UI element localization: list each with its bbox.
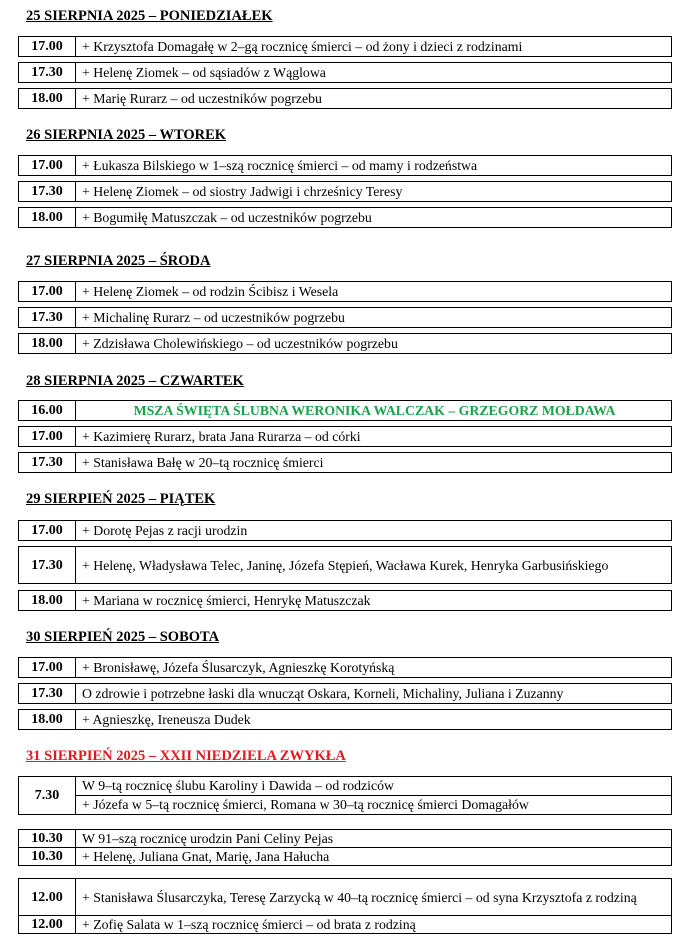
mass-time: 17.30	[19, 547, 76, 584]
mass-time: 10.30	[19, 830, 76, 848]
mass-table-thu	[18, 426, 672, 447]
mass-time: 18.00	[19, 334, 76, 354]
mass-intention: + Mariana w rocznicę śmierci, Henrykę Matuszczak	[76, 591, 672, 611]
mass-time: 17.00	[19, 37, 76, 57]
mass-time: 18.00	[19, 710, 76, 730]
mass-intention: + Dorotę Pejas z racji urodzin	[76, 521, 672, 541]
mass-intention: + Helenę Ziomek – od sąsiadów z Wąglowa	[76, 63, 672, 83]
table-row	[19, 208, 672, 228]
mass-intention: + Kazimierę Rurarz, brata Jana Rurarza – od córki	[76, 427, 672, 447]
table-row	[19, 916, 672, 934]
mass-intention: O zdrowie i potrzebne łaski dla wnucząt Oskara, Korneli, Michaliny, Juliana i Zuzanny	[76, 684, 672, 704]
mass-time: 17.30	[19, 63, 76, 83]
mass-time: 17.00	[19, 156, 76, 176]
table-row	[19, 401, 672, 421]
mass-intention: + Helenę, Władysława Teleс, Janinę, Józefa Stępień, Wacława Kurek, Henryka Garbusińskiego	[76, 547, 672, 584]
day-header-sat: 30 SIERPIEŃ 2025 – SOBOTA	[26, 629, 220, 645]
table-row	[19, 777, 672, 815]
day-header-tue: 26 SIERPNIA 2025 – WTOREK	[26, 127, 227, 143]
mass-table-sun	[18, 776, 672, 815]
mass-intention: + Helenę, Juliana Gnat, Marię, Jana Hałucha	[76, 848, 672, 866]
table-row	[19, 879, 672, 916]
mass-intention: + Zdzisława Cholewińskiego – od uczestników pogrzebu	[76, 334, 672, 354]
mass-intention: + Agnieszkę, Ireneusza Dudek	[76, 710, 672, 730]
mass-table-thu	[18, 452, 672, 473]
mass-table-thu	[18, 400, 672, 421]
table-row	[19, 63, 672, 83]
day-header-thu: 28 SIERPNIA 2025 – CZWARTEK	[26, 373, 244, 389]
mass-intention: + Stanisława Bałę w 20–tą rocznicę śmierci	[76, 453, 672, 473]
table-row	[19, 89, 672, 109]
mass-intention: + Stanisława Ślusarczyka, Teresę Zarzycką w 40–tą rocznicę śmierci – od syna Krzysztofa z rodziną	[76, 879, 672, 916]
mass-table-wed	[18, 281, 672, 302]
day-header-mon: 25 SIERPNIA 2025 – PONIEDZIAŁEK	[26, 8, 273, 24]
table-row	[19, 182, 672, 202]
mass-time: 17.00	[19, 282, 76, 302]
mass-intention: + Krzysztofa Domagałę w 2–gą rocznicę śmierci – od żony i dzieci z rodzinami	[76, 37, 672, 57]
mass-time: 18.00	[19, 591, 76, 611]
mass-table-tue	[18, 155, 672, 176]
table-row	[19, 547, 672, 584]
mass-intention-group	[76, 777, 672, 815]
mass-table-fri	[18, 546, 672, 584]
wedding-mass-intention: MSZA ŚWIĘTA ŚLUBNA WERONIKA WALCZAK – GRZEGORZ MOŁDAWA	[76, 401, 672, 421]
day-header-sun: 31 SIERPIEŃ 2025 – XXII NIEDZIELA ZWYKŁA	[26, 748, 346, 764]
mass-table-sat	[18, 683, 672, 704]
mass-time: 17.30	[19, 308, 76, 328]
table-row	[19, 684, 672, 704]
mass-time: 12.00	[19, 879, 76, 916]
table-row	[19, 427, 672, 447]
mass-intention: + Helenę Ziomek – od siostry Jadwigi i chrześnicy Teresy	[76, 182, 672, 202]
mass-table-sun	[18, 878, 672, 934]
mass-time: 17.00	[19, 658, 76, 678]
table-row	[19, 658, 672, 678]
mass-intention: + Zofię Salata w 1–szą rocznicę śmierci – od brata z rodziną	[76, 916, 672, 934]
mass-intention: + Marię Rurarz – od uczestników pogrzebu	[76, 89, 672, 109]
mass-time: 7.30	[19, 777, 76, 815]
table-row	[19, 282, 672, 302]
mass-table-fri	[18, 590, 672, 611]
mass-intention: + Bronisławę, Józefa Ślusarczyk, Agnieszkę Korotyńską	[76, 658, 672, 678]
table-row	[19, 591, 672, 611]
table-row	[19, 848, 672, 866]
table-row	[19, 453, 672, 473]
mass-time: 12.00	[19, 916, 76, 934]
mass-table-mon	[18, 88, 672, 109]
mass-intention: + Łukasza Bilskiego w 1–szą rocznicę śmierci – od mamy i rodzeństwa	[76, 156, 672, 176]
day-header-wed: 27 SIERPNIA 2025 – ŚRODA	[26, 253, 211, 269]
mass-time: 18.00	[19, 89, 76, 109]
mass-table-sat	[18, 709, 672, 730]
day-header-fri: 29 SIERPIEŃ 2025 – PIĄTEK	[26, 491, 216, 507]
table-row	[19, 308, 672, 328]
mass-table-sun	[18, 829, 672, 866]
table-row	[19, 830, 672, 848]
mass-table-mon	[18, 62, 672, 83]
mass-time: 17.00	[19, 427, 76, 447]
mass-time: 10.30	[19, 848, 76, 866]
mass-time: 17.00	[19, 521, 76, 541]
mass-time: 17.30	[19, 182, 76, 202]
table-row	[19, 521, 672, 541]
mass-time: 16.00	[19, 401, 76, 421]
table-row	[19, 710, 672, 730]
mass-intention: + Michalinę Rurarz – od uczestników pogrzebu	[76, 308, 672, 328]
mass-table-mon	[18, 36, 672, 57]
mass-table-wed	[18, 307, 672, 328]
mass-time: 17.30	[19, 453, 76, 473]
mass-table-wed	[18, 333, 672, 354]
mass-table-fri	[18, 520, 672, 541]
mass-intention: + Bogumiłę Matuszczak – od uczestników pogrzebu	[76, 208, 672, 228]
mass-intention: + Helenę Ziomek – od rodzin Ścibisz i Wesela	[76, 282, 672, 302]
mass-intention: W 91–szą rocznicę urodzin Pani Celiny Pejas	[76, 830, 672, 848]
mass-table-tue	[18, 207, 672, 228]
mass-intention: W 9–tą rocznicę ślubu Karoliny i Dawida – od rodziców	[82, 778, 394, 793]
mass-time: 18.00	[19, 208, 76, 228]
table-row	[19, 37, 672, 57]
table-row	[19, 334, 672, 354]
mass-table-sat	[18, 657, 672, 678]
mass-table-tue	[18, 181, 672, 202]
table-row	[19, 156, 672, 176]
mass-intention: + Józefa w 5–tą rocznicę śmierci, Romana w 30–tą rocznicę śmierci Domagałów	[76, 795, 671, 814]
mass-time: 17.30	[19, 684, 76, 704]
